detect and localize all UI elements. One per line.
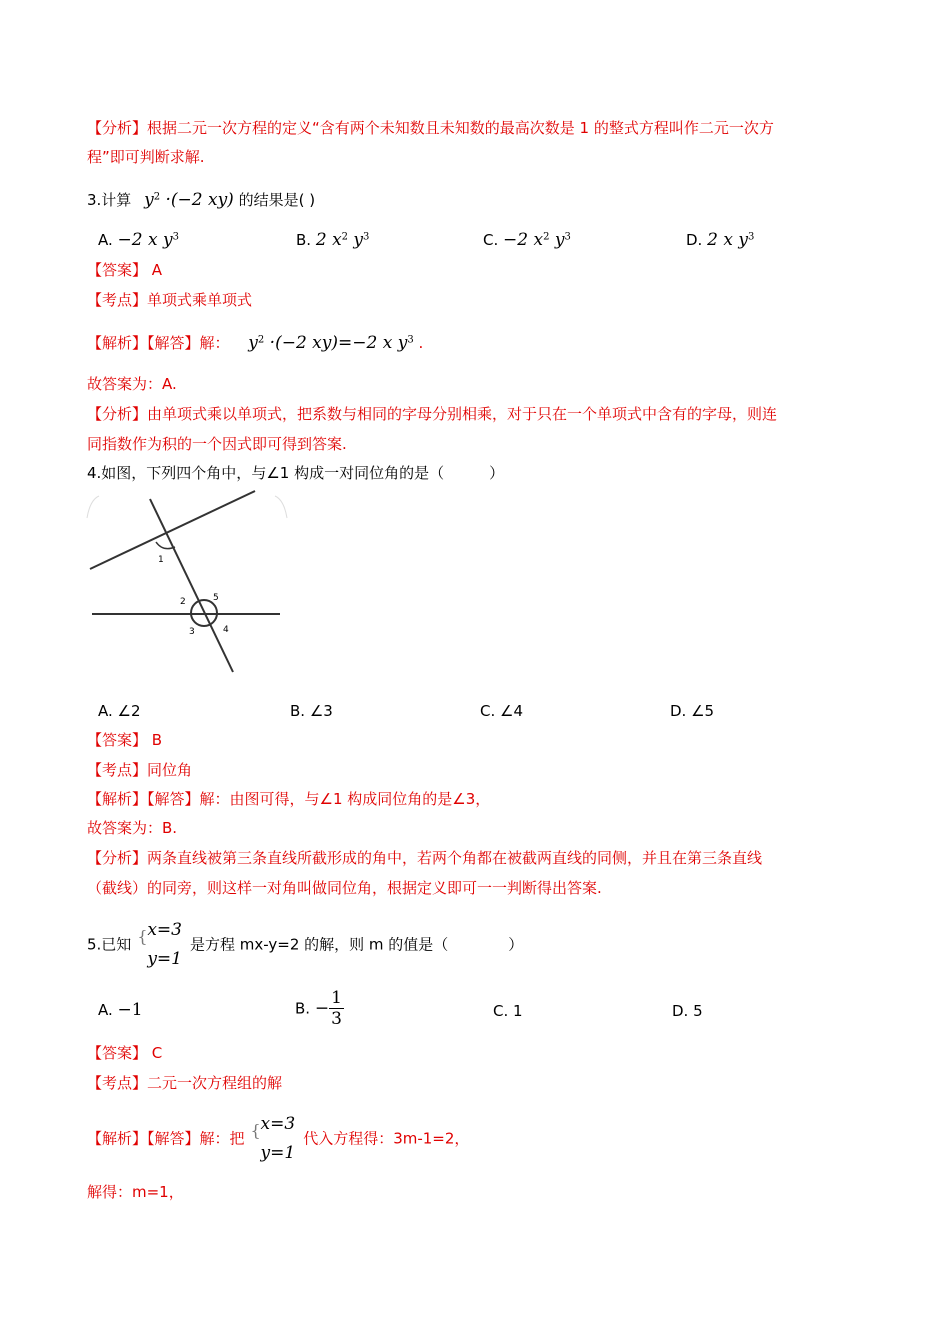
angle-label-2: 2	[180, 597, 186, 607]
angle-label-5: 5	[213, 593, 219, 603]
q5-option-d: D. 5	[672, 1002, 703, 1020]
q3-answer: 【答案】 A	[87, 261, 163, 279]
q3-analysis-line2: 同指数作为积的一个因式即可得到答案.	[87, 435, 347, 453]
q4-stem: 4.如图，下列四个角中，与∠1 构成一对同位角的是（ ）	[87, 464, 505, 482]
q3-option-d: D. 2 x $y^3$	[686, 230, 755, 250]
angle-label-4: 4	[223, 625, 229, 635]
q3-stem: 3.计算 $y^2 \cdot(-2$ xy) 的结果是( )	[87, 190, 316, 210]
q3-option-b: B. 2 $x^2$ $y^3$	[296, 230, 370, 250]
figure-faint-arc	[275, 496, 287, 518]
q5-stem: 5.已知 { x=3 y=1 是方程 mx-y=2 的解，则 m 的值是（ ）	[87, 916, 523, 974]
q4-analysis-line2: （截线）的同旁，则这样一对角叫做同位角，根据定义即可一一判断得出答案.	[87, 879, 602, 897]
q3-option-c: C. −2 $x^2$ $y^3$	[483, 230, 571, 250]
q4-final: 故答案为：B.	[87, 819, 178, 837]
q3-analysis-line1: 【分析】由单项式乘以单项式，把系数与相同的字母分别相乘，对于只在一个单项式中含有的字母，则连	[87, 405, 778, 423]
q5-solution: 【解析】【解答】解：把 { x=3 y=1 代入方程得：3m-1=2，	[87, 1110, 469, 1168]
q2-analysis-line2: 程”即可判断求解.	[87, 148, 205, 166]
q5-solution-line2: 解得：m=1，	[87, 1183, 184, 1201]
q3-stem-expression: $y^2 \cdot(-2$ xy)	[144, 190, 234, 210]
upper-line	[90, 491, 255, 569]
q4-solution: 【解析】【解答】解：由图可得，与∠1 构成同位角的是∠3，	[87, 790, 491, 808]
q4-option-d: D. ∠5	[670, 702, 715, 720]
q4-option-b: B. ∠3	[290, 702, 333, 720]
q5-option-b: B. − $\frac{1}{3}$	[295, 988, 342, 1029]
q4-option-c: C. ∠4	[480, 702, 524, 720]
angle-label-3: 3	[189, 627, 195, 637]
q2-analysis-line1: 【分析】根据二元一次方程的定义“含有两个未知数且未知数的最高次数是 1 的整式方程叫作二元一次方	[87, 119, 774, 137]
q4-option-a: A. ∠2	[98, 702, 141, 720]
q4-answer: 【答案】 B	[87, 731, 163, 749]
q5-topic: 【考点】二元一次方程组的解	[87, 1074, 283, 1092]
transversal-line	[150, 499, 233, 672]
q5-equation-system: { x=3 y=1	[137, 920, 182, 969]
q5-solution-system: { x=3 y=1	[250, 1114, 296, 1163]
angle-label-1: 1	[158, 555, 164, 565]
q3-option-a: A. −2 x $y^3$	[98, 230, 179, 250]
q5-answer: 【答案】 C	[87, 1044, 163, 1062]
q5-option-a: A. −1	[98, 1000, 143, 1020]
q4-figure	[85, 490, 295, 685]
q3-topic: 【考点】单项式乘单项式	[87, 291, 253, 309]
q3-solution: 【解析】【解答】解： $y^2 \cdot(-2$ xy)=−2 x $y^3$ .	[87, 333, 424, 353]
figure-faint-arc	[87, 496, 99, 518]
q4-analysis-line1: 【分析】两条直线被第三条直线所截形成的角中，若两个角都在被截两直线的同侧，并且在第三条直线	[87, 849, 763, 867]
q5-option-c: C. 1	[493, 1002, 523, 1020]
q3-final: 故答案为：A.	[87, 375, 177, 393]
q4-topic: 【考点】同位角	[87, 761, 193, 779]
